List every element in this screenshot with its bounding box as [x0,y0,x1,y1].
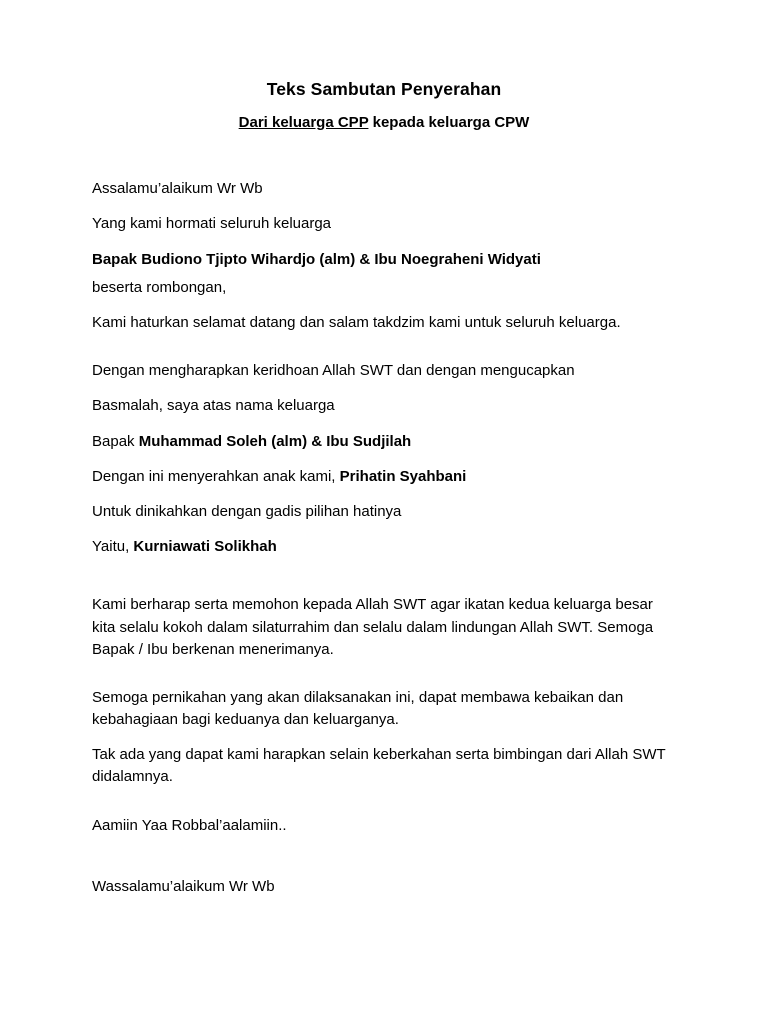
prayer-section [92,594,676,661]
section-spacer-1 [92,334,676,360]
wish-section [92,687,676,789]
family-names: Muhammad Soleh (alm) & Ibu Sudjilah [138,432,412,450]
honored-suffix-line: beserta rombongan, [92,278,227,296]
hope-line: Dengan mengharapkan keridhoan Allah SWT dan dengan mengucapkan [92,362,575,380]
handover-line [92,466,676,488]
bride-name: Kurniawati Solikhah [133,538,277,556]
page-title: Teks Sambutan Penyerahan [266,79,502,99]
greeting-line: Assalamu’alaikum Wr Wb [92,180,263,198]
page-subtitle [92,113,676,133]
opening-section [92,178,676,334]
handover-section [92,360,676,558]
bride-prefix: Yaitu, [92,538,134,556]
section-spacer-5 [92,850,676,876]
marriage-line: Untuk dinikahkan dengan gadis pilihan hatinya [92,502,402,520]
family-prefix: Bapak [92,432,139,450]
honor-line: Yang kami hormati seluruh keluarga [92,215,332,233]
prayer-paragraph: Kami berharap serta memohon kepada Allah SWT agar ikatan kedua keluarga besar kita selalu kokoh dalam silaturrahim dan selalu dalam lindungan Allah SWT. Semoga Bapak / Ibu berkenan menerimanya. [92,596,654,658]
bride-line [92,536,676,558]
amen-line: Aamiin Yaa Robbal’aalamiin.. [92,816,287,834]
basmalah-line: Basmalah, saya atas nama keluarga [92,397,335,415]
honored-names-line [92,249,676,271]
closing-paragraph: Tak ada yang dapat kami harapkan selain keberkahan serta bimbingan dari Allah SWT didalamnya. [92,746,666,786]
handover-prefix: Dengan ini menyerahkan anak kami, [92,467,340,485]
honored-names: Bapak Budiono Tjipto Wihardjo (alm) & Ibu Noegraheni Widyati [92,250,541,268]
welcome-line: Kami haturkan selamat datang dan salam takdzim kami untuk seluruh keluarga. [92,314,621,331]
family-line [92,431,676,453]
section-spacer-3 [92,661,676,687]
page-subtitle-rest: kepada keluarga CPW [368,113,530,131]
page-subtitle-underlined: Dari keluarga CPP [238,113,369,131]
section-spacer-4 [92,789,676,815]
handover-name: Prihatin Syahbani [339,467,467,485]
section-spacer-2 [92,558,676,594]
farewell-line: Wassalamu’alaikum Wr Wb [92,877,275,895]
wish-paragraph: Semoga pernikahan yang akan dilaksanakan ini, dapat membawa kebaikan dan kebahagiaan bagi keduanya dan keluarganya. [92,688,624,729]
